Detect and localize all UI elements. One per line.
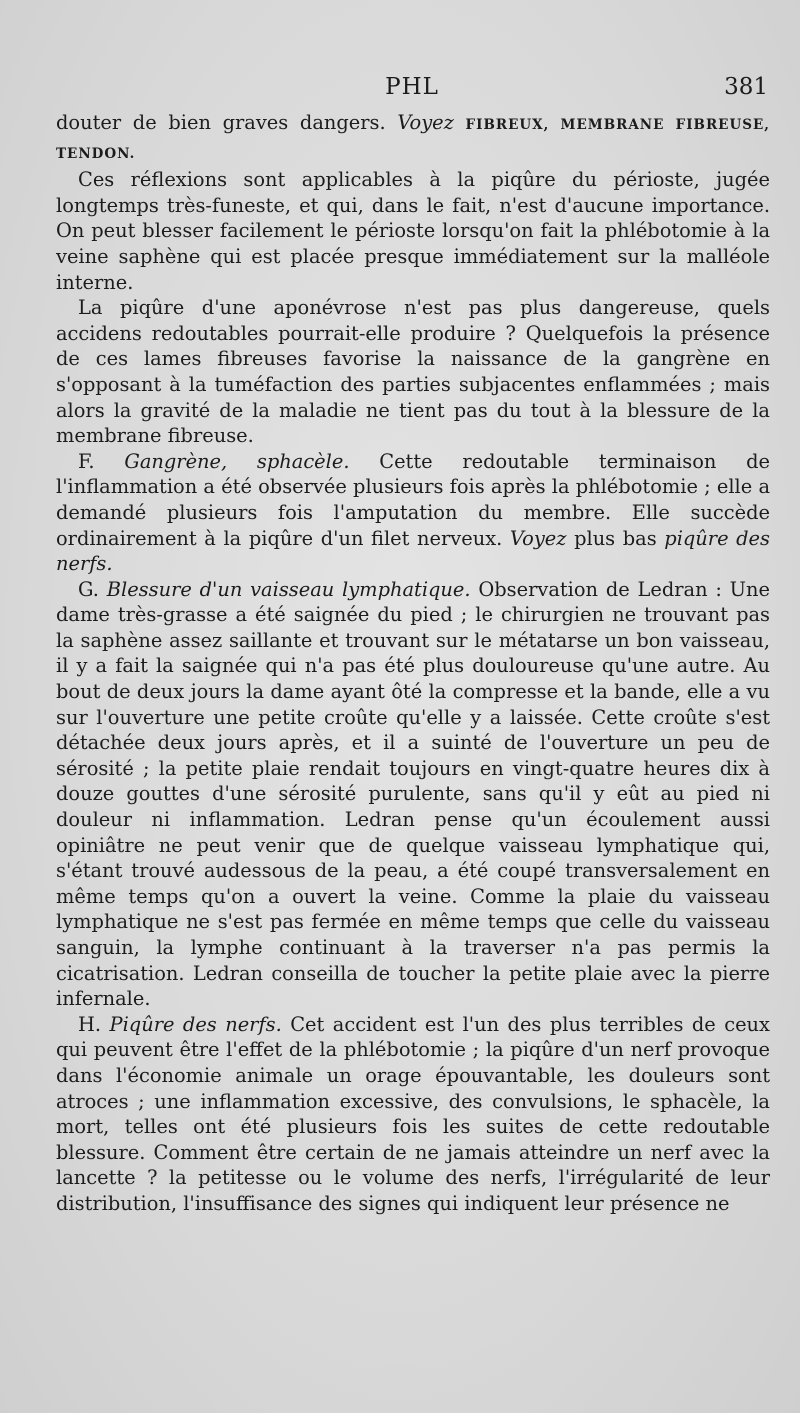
text-run: Observation de Ledran : Une dame très-grasse a été saignée du pied ; le chirurgien ne trouvant pas la saphène assez saillante et trouvant sur le métatarse un bon vaisseau, il y a fait la saignée qui n'a pas été plus douloureuse qu'une autre. Au bout de deux jours la dame ayant ôté la compresse et la bande, elle a vu sur l'ouverture une petite croûte qu'elle y a laissée. Cette croûte s'est détachée deux jours après, et il a suinté de l'ouverture un peu de sérosité ; la petite plaie rendait toujours en vingt-quatre heures dix à douze gouttes d'une sérosité purulente, sans qu'il y eût au pied ni douleur ni inflammation. Ledran pense qu'un écoulement aussi opiniâtre ne peut venir que de quelque vaisseau lymphatique qui, s'étant trouvé audessous de la peau, a été coupé transversalement en même temps qu'on a ouvert la veine. Comme la plaie du vaisseau lymphatique ne s'est pas fermée en même temps que celle du vaisseau sanguin, la lymphe continuant à la traverser n'a pas permis la cicatrisation. Ledran conseilla de toucher la petite plaie avec la pierre infernale. xyxy=(56,577,770,1011)
text-run: plus bas xyxy=(566,526,665,550)
text-run: douter de bien graves dangers. xyxy=(56,111,398,134)
italic-text: Blessure d'un vaisseau lymphatique. xyxy=(106,577,471,601)
paragraph xyxy=(56,449,770,577)
text-run: Ces réflexions sont applicables à la piqûre du périoste, jugée longtemps très-funeste, et qui, dans le fait, n'est d'aucune importance. On peut blesser facilement le périoste lorsqu'on fait la phlébotomie à la veine saphène qui est placée presque immédiatement sur la malléole interne. xyxy=(56,168,770,294)
paragraph xyxy=(56,577,770,1012)
italic-text: Voyez xyxy=(509,526,567,550)
italic-text: piqûre des nerfs. xyxy=(56,526,770,576)
paragraph xyxy=(56,167,770,295)
text-run: H. xyxy=(78,1012,110,1036)
text-run xyxy=(454,111,466,134)
body-text xyxy=(56,110,770,1217)
page-header xyxy=(56,74,768,108)
text-run: F. xyxy=(78,449,125,473)
text-run: Cet accident est l'un des plus terribles de ceux qui peuvent être l'effet de la phlébotomie ; la piqûre d'un nerf provoque dans l'économie animale un orage épouvantable, les douleurs sont atroces ; une inflammation excessive, des convulsions, le sphacèle, la mort, telles ont été plusieurs fois les suites de cette redoutable blessure. Comment être certain de ne jamais atteindre un nerf avec la lancette ? la petitesse ou le volume des nerfs, l'irrégularité de leur distribution, l'insuffisance des signes qui indiquent leur présence ne xyxy=(56,1012,770,1215)
paragraph xyxy=(56,295,770,449)
italic-text: Piqûre des nerfs. xyxy=(109,1012,282,1036)
page-number: 381 xyxy=(724,74,768,100)
small-caps-text: FIBREUX, MEMBRANE FIBREUSE, TENDON. xyxy=(56,117,770,162)
text-run: La piqûre d'une aponévrose n'est pas plus dangereuse, quels accidens redoutables pourrait-elle produire ? Quelquefois la présence de ces lames fibreuses favorise la naissance de la gangrène en s'opposant à la tuméfaction des parties subjacentes enflammées ; mais alors la gravité de la maladie ne tient pas du tout à la blessure de la membrane fibreuse. xyxy=(56,296,770,448)
paragraph xyxy=(56,1012,770,1217)
italic-text: Voyez xyxy=(397,111,454,134)
paragraph xyxy=(56,110,770,167)
text-run: G. xyxy=(78,577,107,601)
text-run: Cette redoutable terminaison de l'inflammation a été observée plusieurs fois après la phlébotomie ; elle a demandé plusieurs fois l'amputation du membre. Elle succède ordinairement à la piqûre d'un filet nerveux. xyxy=(56,449,770,550)
running-head: PHL xyxy=(385,74,439,100)
italic-text: Gangrène, sphacèle. xyxy=(124,449,350,473)
